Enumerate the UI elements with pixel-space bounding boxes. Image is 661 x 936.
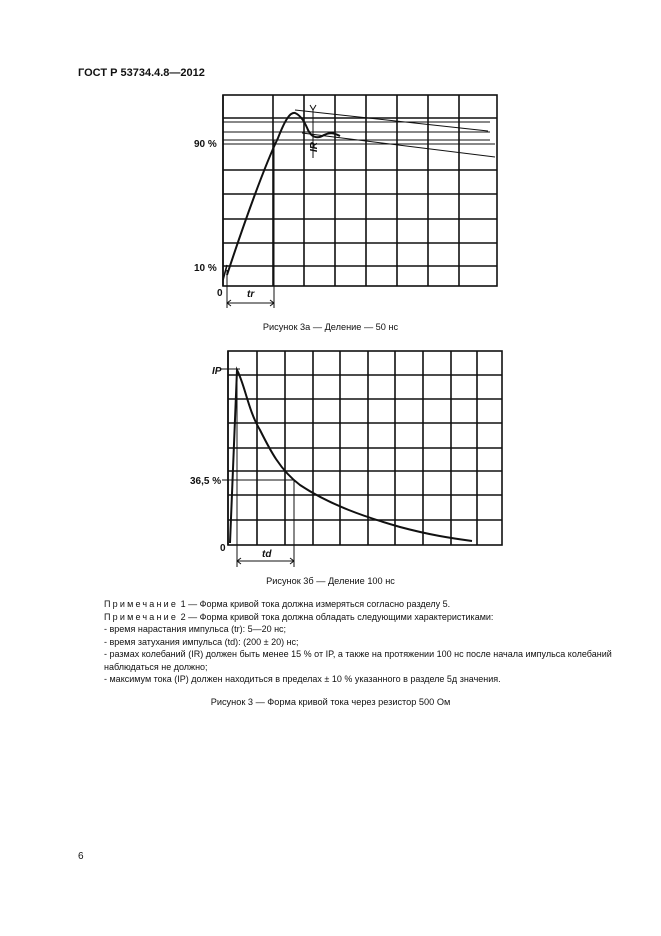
note-1	[78, 598, 658, 611]
page-number: 6	[78, 851, 84, 862]
note-2	[78, 611, 658, 624]
caption-figure-3a: Рисунок 3а — Деление — 50 нс	[262, 322, 399, 332]
note-2-text: 2 — Форма кривой тока должна обладать следующими характеристиками:	[178, 611, 494, 622]
label-origin-a: 0	[217, 288, 223, 299]
label-90-percent: 90 %	[194, 139, 217, 150]
note-item-peak-current: - максимум тока (IP) должен находиться в пределах ± 10 % указанного в разделе 5д значения.	[104, 674, 501, 684]
note-item-ringing: - размах колебаний (IR) должен быть менее 15 % от IP, а также на протяжении 100 нс после начала импульса колебаний наблюдаться не должно;	[104, 649, 612, 672]
caption-figure-3b: Рисунок 3б — Деление 100 нс	[266, 576, 395, 586]
label-36-5-percent: 36,5 %	[190, 476, 222, 487]
label-peak-current: IP	[212, 366, 222, 377]
figure-3b	[190, 345, 510, 570]
notes-block	[78, 598, 658, 686]
label-decay-time: td	[262, 549, 272, 560]
note-1-prefix: Примечание	[104, 599, 179, 609]
note-2-prefix: Примечание	[104, 611, 179, 622]
figure-3a-graph	[190, 90, 510, 315]
note-item-rise-time: - время нарастания импульса (tr): 5—20 нс;	[104, 624, 287, 634]
label-10-percent: 10 %	[194, 263, 217, 274]
figure-3b-graph	[190, 345, 510, 570]
note-item-decay-time: - время затухания импульса (td): (200 ± 20) нс;	[104, 636, 299, 647]
label-ringing: IR	[309, 142, 320, 152]
figure-3a	[190, 90, 510, 315]
figure-3-title: Рисунок 3 — Форма кривой тока через резистор 500 Ом	[210, 697, 451, 707]
document-header: ГОСТ Р 53734.4.8—2012	[78, 67, 205, 79]
label-origin-b: 0	[220, 543, 226, 554]
label-rise-time: tr	[247, 289, 255, 300]
note-1-text: 1 — Форма кривой тока должна измеряться согласно разделу 5.	[178, 599, 451, 609]
